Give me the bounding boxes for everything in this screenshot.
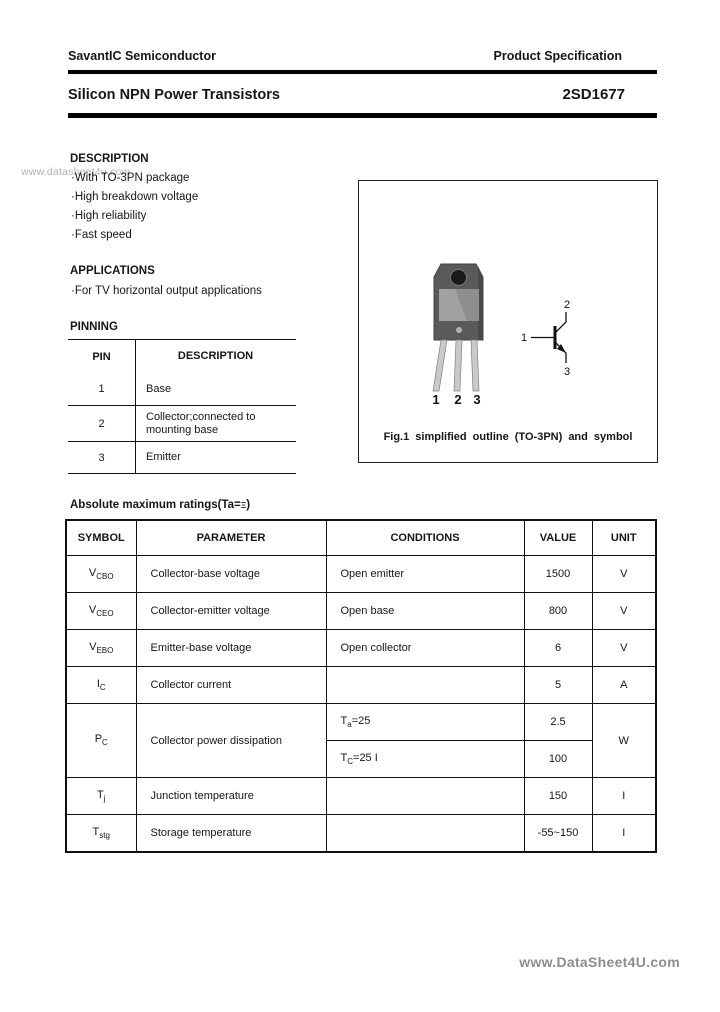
conditions-cell bbox=[326, 815, 524, 853]
table-row bbox=[66, 667, 656, 704]
applications-item: ·For TV horizontal output applications bbox=[71, 285, 262, 297]
symbol-cell bbox=[66, 815, 136, 853]
value-cell: 150 bbox=[524, 778, 592, 815]
ratings-title-close: ) bbox=[246, 499, 251, 511]
company-name: SavantIC Semiconductor bbox=[68, 49, 216, 63]
ratings-table bbox=[65, 519, 657, 853]
symbol-main: V bbox=[89, 640, 97, 653]
unit-cell: V bbox=[592, 593, 656, 630]
conditions-cell bbox=[326, 667, 524, 704]
package-pin-label-3: 3 bbox=[473, 392, 481, 407]
table-row bbox=[66, 704, 656, 741]
symbol-sub: stg bbox=[99, 831, 110, 841]
description-item: ·With TO-3PN package bbox=[71, 172, 190, 184]
symbol-sub: C bbox=[102, 738, 108, 748]
symbol-cell bbox=[66, 704, 136, 778]
symbol-sub: CEO bbox=[96, 609, 114, 619]
unit-cell: I bbox=[592, 778, 656, 815]
table-row bbox=[66, 815, 656, 853]
parameter-cell: Junction temperature bbox=[136, 778, 326, 815]
ratings-header-row bbox=[66, 520, 656, 556]
cond-rest: =25 I bbox=[353, 751, 378, 764]
parameter-cell: Collector current bbox=[136, 667, 326, 704]
unit-cell: W bbox=[592, 704, 656, 778]
table-row bbox=[68, 406, 296, 442]
symbol-main: I bbox=[96, 677, 100, 690]
symbol-sub: CBO bbox=[96, 572, 114, 582]
applications-heading: APPLICATIONS bbox=[70, 265, 155, 277]
symbol-pin-label-collector: 2 bbox=[563, 299, 571, 311]
parameter-cell: Collector-emitter voltage bbox=[136, 593, 326, 630]
parameter-cell: Storage temperature bbox=[136, 815, 326, 853]
package-pin-label-1: 1 bbox=[432, 392, 440, 407]
description-item: ·Fast speed bbox=[71, 229, 132, 241]
parameter-cell: Emitter-base voltage bbox=[136, 630, 326, 667]
header-divider-top bbox=[68, 70, 657, 74]
symbol-cell bbox=[66, 556, 136, 593]
table-row bbox=[66, 593, 656, 630]
value-cell: 6 bbox=[524, 630, 592, 667]
symbol-cell bbox=[66, 667, 136, 704]
description-item: ·High reliability bbox=[71, 210, 147, 222]
conditions-column-header: CONDITIONS bbox=[326, 520, 524, 556]
watermark-text: www.datasheet4u.com bbox=[21, 166, 131, 178]
pin-number: 3 bbox=[68, 442, 136, 474]
part-number: 2SD1677 bbox=[562, 86, 625, 103]
symbol-main: V bbox=[88, 566, 97, 579]
description-heading: DESCRIPTION bbox=[70, 153, 149, 165]
table-row bbox=[66, 630, 656, 667]
cond-sub: C bbox=[347, 757, 354, 767]
symbol-pin-label-emitter: 3 bbox=[563, 366, 571, 378]
cond-main: T bbox=[340, 714, 348, 727]
pinning-table bbox=[68, 339, 296, 474]
header-row bbox=[68, 49, 657, 63]
conditions-cell bbox=[326, 778, 524, 815]
product-spec-label: Product Specification bbox=[493, 49, 622, 63]
pin-number: 1 bbox=[68, 373, 136, 406]
parameter-cell: Collector power dissipation bbox=[136, 704, 326, 778]
doc-title: Silicon NPN Power Transistors bbox=[68, 87, 280, 103]
value-cell: -55~150 bbox=[524, 815, 592, 853]
pin-column-header: PIN bbox=[68, 340, 136, 374]
cond-rest: =25 bbox=[351, 714, 371, 727]
figure-caption: Fig.1 simplified outline (TO-3PN) and symbol bbox=[383, 431, 633, 443]
symbol-column-header: SYMBOL bbox=[66, 520, 136, 556]
unit-column-header: UNIT bbox=[592, 520, 656, 556]
parameter-cell: Collector-base voltage bbox=[136, 556, 326, 593]
conditions-cell bbox=[326, 704, 524, 741]
unit-cell: V bbox=[592, 630, 656, 667]
conditions-cell: Open emitter bbox=[326, 556, 524, 593]
ratings-title-text: Absolute maximum ratings(Ta= bbox=[70, 499, 241, 511]
value-column-header: VALUE bbox=[524, 520, 592, 556]
title-row bbox=[68, 86, 657, 103]
footer-watermark: www.DataSheet4U.com bbox=[519, 954, 680, 970]
figure-box bbox=[358, 180, 658, 463]
symbol-main: P bbox=[94, 733, 103, 746]
value-cell: 5 bbox=[524, 667, 592, 704]
conditions-cell: Open base bbox=[326, 593, 524, 630]
conditions-cell: Open collector bbox=[326, 630, 524, 667]
unit-cell: V bbox=[592, 556, 656, 593]
symbol-cell bbox=[66, 593, 136, 630]
symbol-cell bbox=[66, 778, 136, 815]
degree-glyph: Ξ bbox=[240, 500, 247, 510]
pinning-heading: PINNING bbox=[70, 321, 118, 333]
package-photo-icon bbox=[432, 264, 483, 407]
symbol-cell bbox=[66, 630, 136, 667]
pin-description: Emitter bbox=[136, 442, 297, 474]
table-row bbox=[68, 373, 296, 406]
header-divider-bottom bbox=[68, 113, 657, 118]
symbol-pin-label-base: 1 bbox=[520, 332, 528, 344]
symbol-sub: EBO bbox=[96, 646, 114, 656]
symbol-sub: j bbox=[103, 794, 106, 804]
table-row bbox=[66, 556, 656, 593]
pin-description: Base bbox=[136, 373, 297, 406]
pinning-header-row bbox=[68, 340, 296, 374]
value-cell: 100 bbox=[524, 741, 592, 778]
ratings-title bbox=[70, 499, 250, 511]
unit-cell: I bbox=[592, 815, 656, 853]
npn-symbol-icon bbox=[521, 299, 570, 378]
parameter-column-header: PARAMETER bbox=[136, 520, 326, 556]
table-row bbox=[66, 778, 656, 815]
symbol-main: T bbox=[96, 788, 104, 801]
description-item: ·High breakdown voltage bbox=[71, 191, 199, 203]
description-column-header: DESCRIPTION bbox=[177, 350, 254, 362]
pin-description: Collector;connected to mounting base bbox=[136, 406, 297, 442]
value-cell: 800 bbox=[524, 593, 592, 630]
value-cell: 1500 bbox=[524, 556, 592, 593]
symbol-main: T bbox=[92, 825, 100, 838]
cond-main: T bbox=[340, 751, 348, 764]
symbol-main: V bbox=[88, 603, 97, 616]
package-pin-label-2: 2 bbox=[454, 392, 462, 407]
value-cell: 2.5 bbox=[524, 704, 592, 741]
unit-cell: A bbox=[592, 667, 656, 704]
symbol-sub: C bbox=[99, 683, 106, 693]
table-row bbox=[68, 442, 296, 474]
cond-sub: a bbox=[347, 720, 352, 730]
conditions-cell bbox=[326, 741, 524, 778]
pin-number: 2 bbox=[68, 406, 136, 442]
